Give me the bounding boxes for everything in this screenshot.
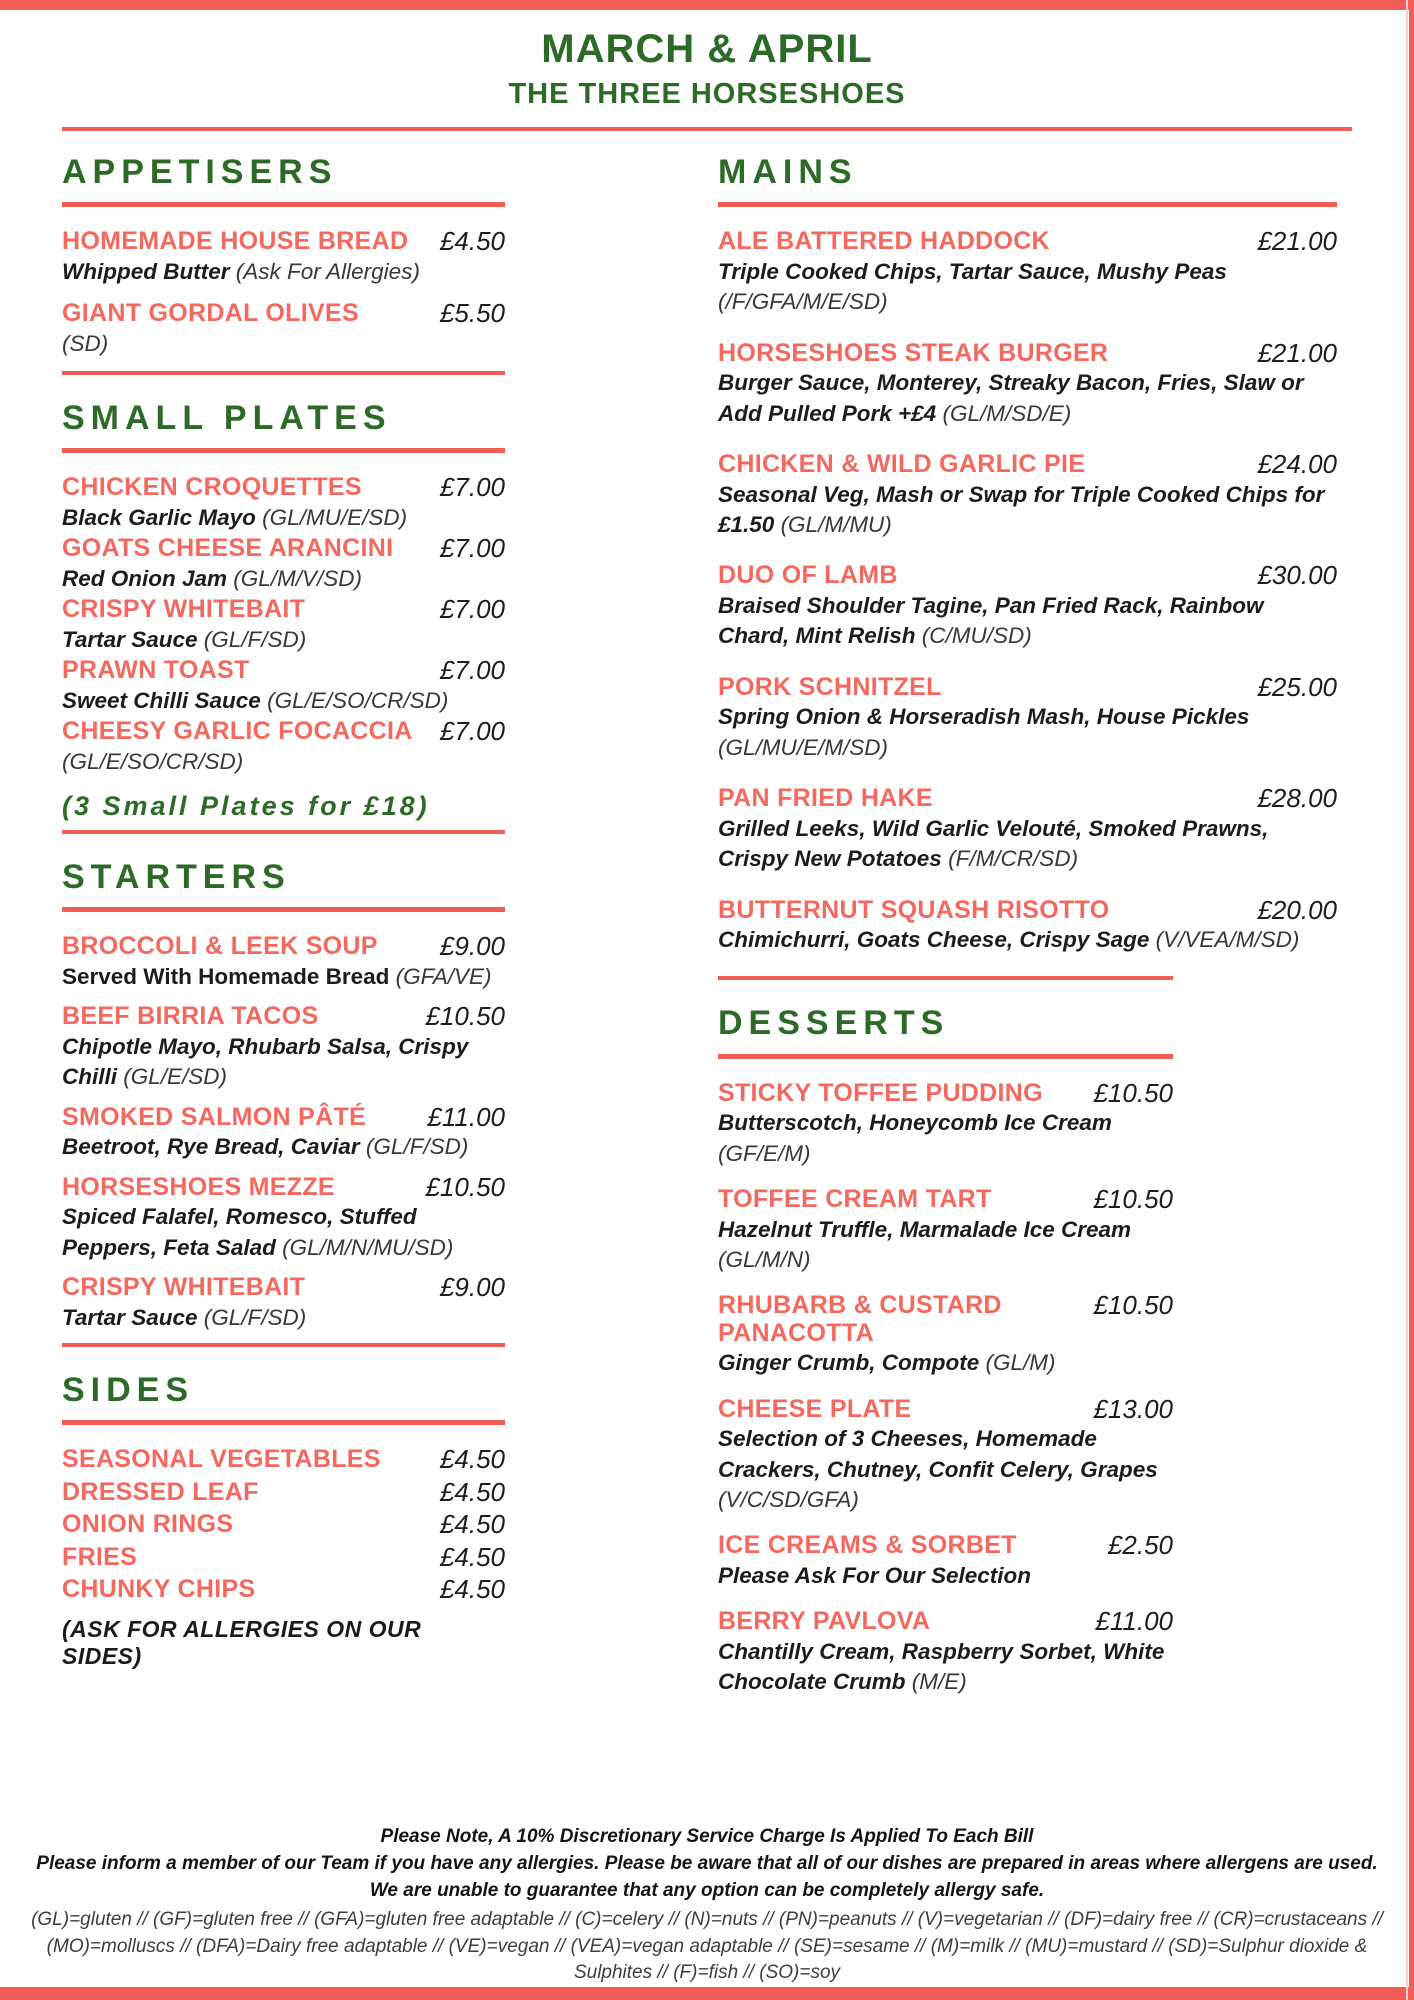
item-allergens: (SD) — [62, 331, 109, 356]
item-price: £20.00 — [1257, 894, 1337, 925]
item-name: PAN FRIED HAKE — [718, 784, 933, 813]
menu-item-row — [62, 1543, 505, 1572]
item-description-text: Seasonal Veg, Mash or Swap for Triple Cooked Chips for £1.50 — [718, 481, 1325, 538]
menu-item-row — [62, 1445, 505, 1474]
item-description-text: Triple Cooked Chips, Tartar Sauce, Mushy Peas — [718, 259, 1227, 285]
item-description-text: Butterscotch, Honeycomb Ice Cream — [718, 1110, 1112, 1136]
service-charge-note: Please Note, A 10% Discretionary Service Charge Is Applied To Each Bill — [380, 1826, 1034, 1847]
section-heading: SMALL PLATES — [62, 399, 392, 438]
menu-item-row — [62, 473, 505, 502]
page-subtitle: THE THREE HORSESHOES — [508, 78, 906, 110]
menu-item-row — [718, 673, 1337, 702]
menu-header — [62, 26, 1352, 131]
menu-item — [718, 896, 1337, 956]
item-allergens: (GL/M/N) — [718, 1246, 811, 1272]
item-description-text: Served With Homemade Bread — [62, 964, 390, 989]
item-price: £7.00 — [439, 472, 505, 503]
menu-item-row — [62, 656, 505, 685]
menu-item-row — [718, 339, 1337, 368]
menu-item-row — [718, 561, 1337, 590]
item-price: £4.50 — [439, 1541, 505, 1572]
item-name: HOMEMADE HOUSE BREAD — [62, 227, 409, 256]
item-description — [62, 686, 505, 716]
item-price: £10.50 — [425, 1171, 505, 1202]
item-name: FRIES — [62, 1542, 138, 1571]
section-heading: APPETISERS — [62, 153, 338, 192]
item-name: PRAWN TOAST — [62, 656, 250, 685]
item-description — [718, 1424, 1173, 1515]
item-price: £24.00 — [1257, 449, 1337, 480]
item-price: £4.50 — [439, 226, 505, 257]
section-heading: SIDES — [62, 1371, 195, 1409]
menu-item — [62, 227, 505, 287]
menu-section-mains — [718, 153, 1337, 955]
menu-item — [62, 717, 505, 777]
menu-item — [62, 595, 505, 655]
header-divider-line — [62, 127, 1352, 131]
menu-item — [62, 299, 505, 359]
menu-item — [62, 656, 505, 716]
menu-item — [718, 1531, 1173, 1591]
item-allergens: (GL/M/N/MU/SD) — [275, 1234, 454, 1260]
item-allergens: (GL/M/SD/E) — [936, 400, 1072, 426]
item-description-text: Grilled Leeks, Wild Garlic Velouté, Smoked Prawns, Crispy New Potatoes — [718, 815, 1269, 872]
item-name: GOATS CHEESE ARANCINI — [62, 534, 394, 563]
menu-item — [718, 1185, 1173, 1275]
item-price: £25.00 — [1257, 671, 1337, 702]
menu-item-row — [62, 1273, 505, 1302]
menu-item-row — [62, 717, 505, 746]
item-description — [718, 480, 1337, 541]
item-description-text: Chimichurri, Goats Cheese, Crispy Sage — [718, 927, 1150, 953]
menu-item-row — [718, 784, 1337, 813]
item-description-text: Hazelnut Truffle, Marmalade Ice Cream — [718, 1216, 1132, 1242]
item-description — [718, 368, 1337, 429]
item-description — [718, 1561, 1173, 1591]
item-description — [62, 564, 505, 594]
menu-column-left — [62, 153, 505, 1670]
item-allergens: (M/E) — [905, 1669, 967, 1695]
item-name: DUO OF LAMB — [718, 561, 898, 590]
menu-item — [718, 1607, 1173, 1697]
item-price: £4.50 — [439, 1444, 505, 1475]
item-price: £2.50 — [1107, 1530, 1173, 1561]
item-description — [62, 1303, 505, 1333]
menu-item — [718, 1079, 1173, 1169]
item-description — [62, 747, 505, 777]
section-note: (ASK FOR ALLERGIES ON OUR SIDES) — [62, 1616, 422, 1670]
item-description — [62, 1132, 505, 1162]
item-name: RHUBARB & CUSTARD PANACOTTA — [718, 1291, 1002, 1348]
menu-item-row — [62, 227, 505, 256]
menu-item — [718, 450, 1337, 540]
menu-section-appetisers — [62, 153, 505, 359]
item-price: £7.00 — [439, 655, 505, 686]
menu-item — [62, 473, 505, 533]
section-note: (3 Small Plates for £18) — [62, 791, 430, 822]
item-description-text: Selection of 3 Cheeses, Homemade Crackers, Chutney, Confit Celery, Grapes — [718, 1426, 1158, 1482]
item-description-text: Braised Shoulder Tagine, Pan Fried Rack, Rainbow Chard, Mint Relish — [718, 593, 1264, 649]
menu-item-row — [718, 450, 1337, 479]
item-description-text: Please Ask For Our Selection — [718, 1562, 1032, 1588]
bottom-accent-bar — [0, 1987, 1414, 2000]
item-allergens: (GL/MU/E/SD) — [255, 505, 408, 531]
item-name: CHEESE PLATE — [718, 1394, 912, 1423]
item-price: £7.00 — [439, 594, 505, 625]
item-name: BERRY PAVLOVA — [718, 1607, 931, 1636]
item-allergens: (GL/F/SD) — [197, 1304, 307, 1330]
item-allergens: (V/VEA/M/SD) — [1149, 927, 1300, 953]
item-allergens: (F/M/CR/SD) — [941, 846, 1079, 872]
menu-item — [718, 784, 1337, 874]
section-heading-rule — [62, 1420, 505, 1425]
menu-item — [718, 339, 1337, 429]
item-description-text: Black Garlic Mayo — [62, 505, 256, 531]
item-description-text: Burger Sauce, Monterey, Streaky Bacon, Fries, Slaw or Add Pulled Pork +£4 — [718, 370, 1304, 426]
item-description — [62, 962, 505, 992]
menu-item-row — [62, 932, 505, 961]
item-name: CHEESY GARLIC FOCACCIA — [62, 717, 413, 746]
right-edge-border — [1409, 0, 1414, 2000]
section-heading-rule — [62, 448, 505, 453]
item-price: £11.00 — [1095, 1606, 1173, 1637]
section-separator-rule — [62, 1343, 505, 1347]
menu-item-row — [718, 1079, 1173, 1108]
item-description — [718, 1108, 1173, 1169]
allergy-note: Please inform a member of our Team if you have any allergies. Please be aware that all of our dishes are prepared in areas where allergens are used. We are unable to guarantee that any option can be completely allergy safe. — [36, 1852, 1378, 1901]
item-description — [62, 329, 505, 359]
section-separator-rule — [62, 830, 505, 834]
item-name: SMOKED SALMON PÂTÉ — [62, 1102, 367, 1131]
menu-item — [62, 1445, 505, 1474]
menu-item — [718, 227, 1337, 317]
item-price: £4.50 — [439, 1476, 505, 1507]
menu-item — [62, 932, 505, 992]
menu-item-row — [62, 1103, 505, 1132]
item-name: CHUNKY CHIPS — [62, 1575, 256, 1604]
section-heading-rule — [62, 907, 505, 912]
page-title: MARCH & APRIL — [541, 27, 873, 71]
menu-section-desserts — [718, 976, 1173, 1697]
item-price: £10.50 — [425, 1001, 505, 1032]
item-description-text: Red Onion Jam — [62, 566, 228, 592]
section-separator-rule — [718, 976, 1173, 980]
item-price: £7.00 — [439, 533, 505, 564]
item-allergens: (GFA/VE) — [389, 964, 492, 989]
menu-item — [62, 1002, 505, 1092]
menu-item-row — [718, 1185, 1173, 1214]
item-price: £4.50 — [439, 1509, 505, 1540]
section-separator-rule — [62, 371, 505, 375]
item-description — [718, 925, 1337, 955]
menu-item — [62, 1510, 505, 1539]
item-description-text: Chantilly Cream, Raspberry Sorbet, White Chocolate Crumb — [718, 1638, 1165, 1695]
section-heading: MAINS — [718, 153, 858, 192]
item-name: CRISPY WHITEBAIT — [62, 1273, 306, 1302]
menu-item-row — [718, 1395, 1173, 1424]
section-heading-rule — [718, 1054, 1173, 1059]
menu-item — [62, 1273, 505, 1333]
item-name: TOFFEE CREAM TART — [718, 1184, 992, 1213]
menu-section-starters — [62, 830, 505, 1333]
item-description — [718, 257, 1337, 318]
menu-item-row — [62, 1173, 505, 1202]
item-price: £28.00 — [1257, 783, 1337, 814]
item-description — [718, 702, 1337, 763]
item-description-text: Beetroot, Rye Bread, Caviar — [62, 1134, 360, 1160]
menu-item — [62, 1575, 505, 1604]
item-price: £10.50 — [1093, 1077, 1173, 1108]
item-name: HORSESHOES MEZZE — [62, 1172, 335, 1201]
item-name: BROCCOLI & LEEK SOUP — [62, 932, 378, 961]
item-description-text: Spiced Falafel, Romesco, Stuffed Peppers, Feta Salad — [62, 1204, 417, 1260]
menu-item — [62, 1103, 505, 1163]
item-name: DRESSED LEAF — [62, 1477, 259, 1506]
item-name: SEASONAL VEGETABLES — [62, 1445, 381, 1474]
item-description — [718, 814, 1337, 875]
item-description — [718, 1637, 1173, 1698]
menu-item-row — [718, 1531, 1173, 1560]
item-allergens: (GL/E/SO/CR/SD) — [62, 748, 244, 774]
item-price: £10.50 — [1093, 1290, 1173, 1321]
item-price: £21.00 — [1257, 226, 1337, 257]
item-allergens: (Ask For Allergies) — [229, 259, 420, 285]
menu-item — [62, 1543, 505, 1572]
item-description — [62, 257, 505, 287]
item-description-text: Tartar Sauce — [62, 627, 198, 652]
item-price: £30.00 — [1257, 560, 1337, 591]
item-description — [718, 591, 1337, 652]
menu-item — [718, 1395, 1173, 1516]
item-price: £13.00 — [1093, 1393, 1173, 1424]
item-description-text: Sweet Chilli Sauce — [62, 687, 261, 713]
menu-columns — [62, 153, 1352, 1713]
item-name: PORK SCHNITZEL — [718, 672, 942, 701]
item-name: HORSESHOES STEAK BURGER — [718, 338, 1109, 367]
menu-item-row — [62, 1002, 505, 1031]
item-name: ONION RINGS — [62, 1510, 234, 1539]
item-allergens: (GF/E/M) — [718, 1140, 811, 1166]
item-allergens: (GL/M/MU) — [774, 512, 892, 538]
item-name: GIANT GORDAL OLIVES — [62, 299, 359, 328]
item-name: ICE CREAMS & SORBET — [718, 1531, 1017, 1560]
item-allergens: (GL/E/SD) — [117, 1064, 228, 1090]
section-heading-rule — [62, 202, 505, 207]
item-description — [62, 1032, 505, 1093]
allergen-key: (GL)=gluten // (GF)=gluten free // (GFA)=gluten free adaptable // (C)=celery // (N)=nuts // (PN)=peanuts // (V)=vegetarian // (DF)=dairy free // (CR)=crustaceans // (MO)=molluscs // (DFA)=Dairy free adaptable // (VE)=vegan // (VEA)=vegan adaptable // (SE)=sesame // (M)=milk // (MU)=mustard // (SD)=Sulphur dioxide & Sulphites // (F)=fish // (SO)=soy — [31, 1908, 1383, 1984]
menu-item-row — [718, 1607, 1173, 1636]
item-name: BUTTERNUT SQUASH RISOTTO — [718, 895, 1110, 924]
item-price: £7.00 — [439, 716, 505, 747]
item-name: CHICKEN & WILD GARLIC PIE — [718, 450, 1086, 479]
item-allergens: (GL/F/SD) — [197, 627, 307, 652]
section-heading-rule — [718, 202, 1337, 207]
item-allergens: (GL/M) — [979, 1350, 1056, 1376]
menu-section-sides — [62, 1343, 505, 1670]
menu-item — [718, 1291, 1173, 1378]
item-description-text: Chipotle Mayo, Rhubarb Salsa, Crispy Chilli — [62, 1033, 469, 1090]
item-name: STICKY TOFFEE PUDDING — [718, 1078, 1043, 1107]
item-allergens: (/F/GFA/M/E/SD) — [718, 289, 888, 315]
section-heading: STARTERS — [62, 858, 291, 897]
menu-item — [718, 561, 1337, 651]
menu-item — [718, 673, 1337, 763]
item-allergens: (GL/E/SO/CR/SD) — [260, 687, 449, 713]
item-price: £9.00 — [439, 931, 505, 962]
item-name: CRISPY WHITEBAIT — [62, 595, 306, 624]
menu-item — [62, 534, 505, 594]
menu-item-row — [718, 1291, 1173, 1347]
item-price: £5.50 — [439, 298, 505, 329]
menu-item-row — [62, 1575, 505, 1604]
item-name: BEEF BIRRIA TACOS — [62, 1002, 319, 1031]
item-allergens: (GL/F/SD) — [359, 1134, 469, 1160]
item-description — [62, 1202, 505, 1263]
item-description-text: Whipped Butter — [62, 259, 230, 285]
menu-column-right — [718, 153, 1337, 1713]
item-name: ALE BATTERED HADDOCK — [718, 227, 1050, 256]
item-price: £4.50 — [439, 1574, 505, 1605]
menu-section-small-plates — [62, 371, 505, 822]
menu-item-row — [62, 534, 505, 563]
item-description-text: Spring Onion & Horseradish Mash, House Pickles — [718, 704, 1250, 730]
menu-item-row — [718, 896, 1337, 925]
item-description — [718, 1215, 1173, 1276]
item-allergens: (C/MU/SD) — [915, 623, 1032, 649]
item-price: £9.00 — [439, 1272, 505, 1303]
item-name: CHICKEN CROQUETTES — [62, 473, 362, 502]
item-price: £21.00 — [1257, 337, 1337, 368]
section-heading: DESSERTS — [718, 1004, 950, 1043]
menu-item — [62, 1173, 505, 1263]
item-description-text: Tartar Sauce — [62, 1304, 198, 1330]
menu-footer — [0, 1824, 1414, 1987]
item-description — [62, 503, 505, 533]
item-price: £11.00 — [427, 1101, 505, 1132]
item-allergens: (GL/M/V/SD) — [227, 566, 363, 592]
menu-item-row — [62, 1478, 505, 1507]
menu-item — [62, 1478, 505, 1507]
item-description — [718, 1348, 1173, 1378]
item-price: £10.50 — [1093, 1183, 1173, 1214]
menu-item-row — [62, 299, 505, 328]
menu-item-row — [62, 1510, 505, 1539]
item-allergens: (GL/MU/E/M/SD) — [718, 734, 889, 760]
item-allergens: (V/C/SD/GFA) — [718, 1486, 859, 1512]
menu-item-row — [62, 595, 505, 624]
item-description — [62, 625, 505, 655]
top-accent-bar — [0, 0, 1414, 10]
menu-item-row — [718, 227, 1337, 256]
item-description-text: Ginger Crumb, Compote — [718, 1350, 980, 1376]
